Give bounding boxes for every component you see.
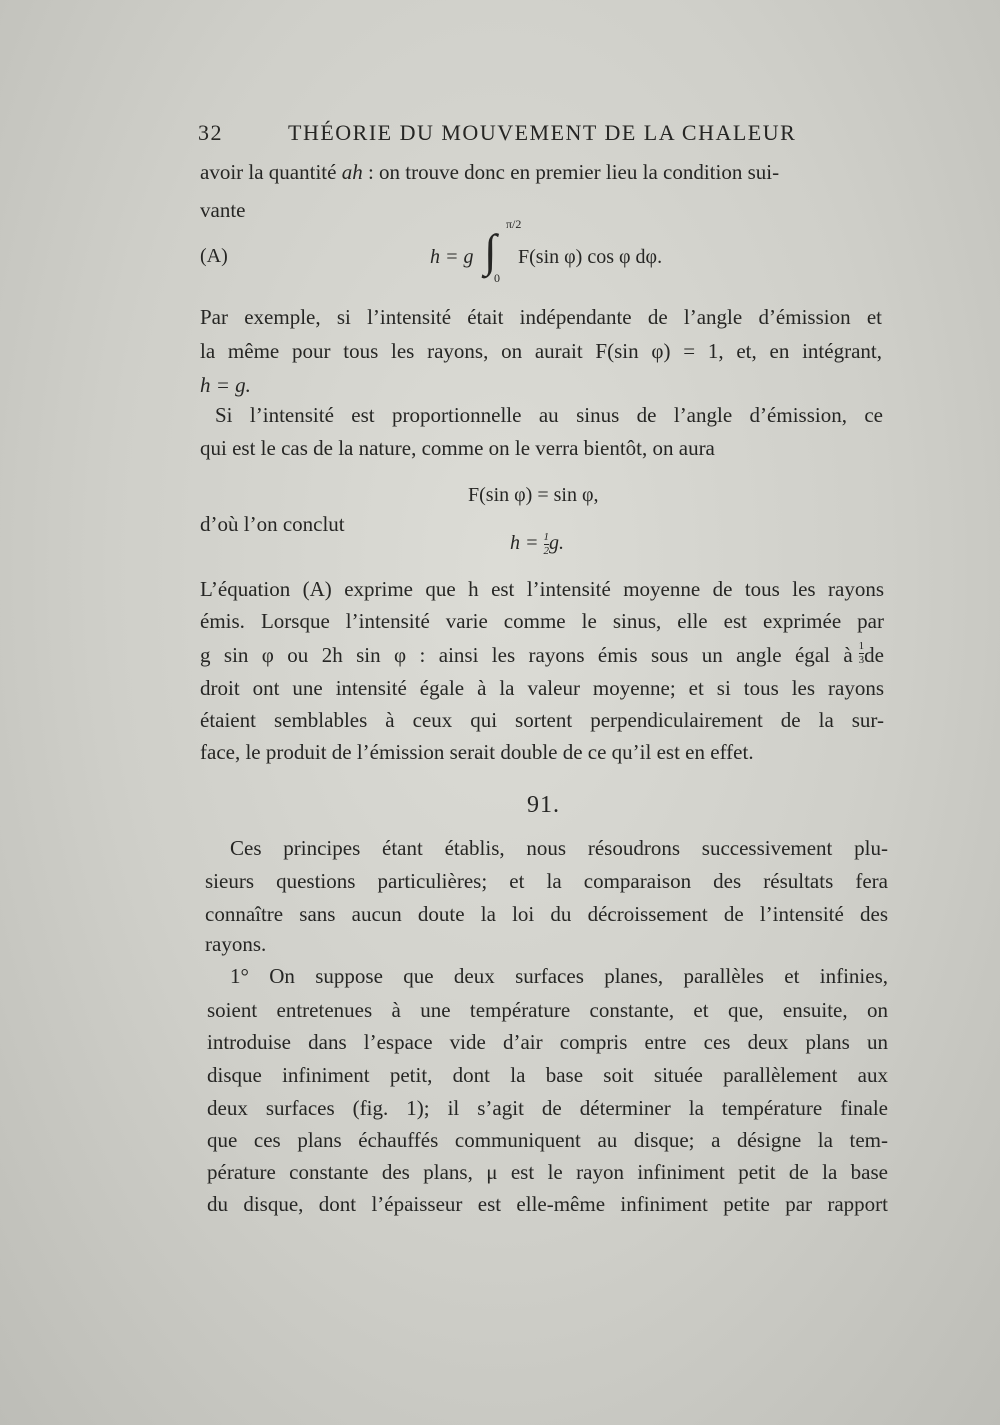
text-line: que ces plans échauffés communiquent au disque; a désigne la tem- [207, 1128, 888, 1152]
equation [510, 530, 564, 557]
text-line: émis. Lorsque l’intensité varie comme le sinus, elle est exprimée par [200, 609, 884, 633]
text-span: : on trouve donc en premier lieu la condition sui- [362, 160, 780, 184]
integral-lower-limit: 0 [494, 271, 500, 285]
text-span: g sin φ ou 2h sin φ : ainsi les rayons émis sous un angle égal à [200, 643, 853, 667]
text-line: vante [200, 198, 246, 222]
text-line: connaître sans aucun doute la loi du décroissement de l’intensité des [205, 902, 888, 926]
text-line: étaient semblables à ceux qui sortent perpendiculairement de la sur- [200, 708, 884, 732]
fraction-numerator: 1 [858, 640, 865, 652]
equation-lhs: h = g [430, 246, 474, 268]
text-line: soient entretenues à une température constante, et que, ensuite, on [207, 998, 888, 1022]
fraction-numerator: 1 [543, 530, 549, 543]
section-number: 91. [527, 792, 560, 818]
text-line: disque infiniment petit, dont la base soit située parallèlement aux [207, 1063, 888, 1087]
equation-rhs: g. [549, 532, 564, 554]
text-line: droit ont une intensité égale à la valeur moyenne; et si tous les rayons [200, 676, 884, 700]
text-line: Si l’intensité est proportionnelle au sinus de l’angle d’émission, ce [215, 403, 883, 427]
text-line: du disque, dont l’épaisseur est elle-même infiniment petite par rapport [207, 1192, 888, 1216]
text-line [200, 641, 884, 669]
text-line: sieurs questions particulières; et la comparaison des résultats fera [205, 869, 888, 893]
text-line: deux surfaces (fig. 1); il s’agit de déterminer la température finale [207, 1096, 888, 1120]
text-line: rayons. [205, 932, 267, 956]
text-span: avoir la quantité [200, 160, 342, 184]
text-line: d’où l’on conclut [200, 512, 345, 536]
fraction-denominator: 2 [543, 544, 549, 557]
text-line: la même pour tous les rayons, on aurait F(sin φ) = 1, et, en intégrant, [200, 339, 882, 363]
text-line: Par exemple, si l’intensité était indépendante de l’angle d’émission et [200, 305, 882, 329]
page-number: 32 [198, 120, 223, 145]
equation-lhs: h = [510, 532, 544, 554]
text-line: 1° On suppose que deux surfaces planes, parallèles et infinies, [230, 964, 888, 988]
text-line: face, le produit de l’émission serait double de ce qu’il est en effet. [200, 740, 754, 764]
text-line: qui est le cas de la nature, comme on le verra bientôt, on aura [200, 436, 715, 460]
equation-integrand: F(sin φ) cos φ dφ. [518, 246, 663, 268]
equation-label: (A) [200, 245, 228, 267]
text-line [200, 158, 880, 186]
text-line: L’équation (A) exprime que h est l’intensité moyenne de tous les rayons [200, 577, 884, 601]
integral-upper-limit: π/2 [506, 217, 522, 231]
text-line: h = g. [200, 373, 251, 397]
text-line: Ces principes étant établis, nous résoudrons successivement plu- [230, 836, 888, 860]
text-span: de [864, 643, 884, 667]
text-line: introduise dans l’espace vide d’air compris entre ces deux plans un [207, 1030, 888, 1054]
math-var: ah [341, 160, 363, 184]
fraction-denominator: 3 [858, 654, 865, 666]
text-line: pérature constante des plans, μ est le rayon infiniment petit de la base [207, 1160, 888, 1184]
integral-sign: ∫ [484, 225, 497, 276]
running-title: THÉORIE DU MOUVEMENT DE LA CHALEUR [288, 120, 797, 145]
page-header [198, 120, 818, 152]
equation: F(sin φ) = sin φ, [468, 484, 599, 506]
